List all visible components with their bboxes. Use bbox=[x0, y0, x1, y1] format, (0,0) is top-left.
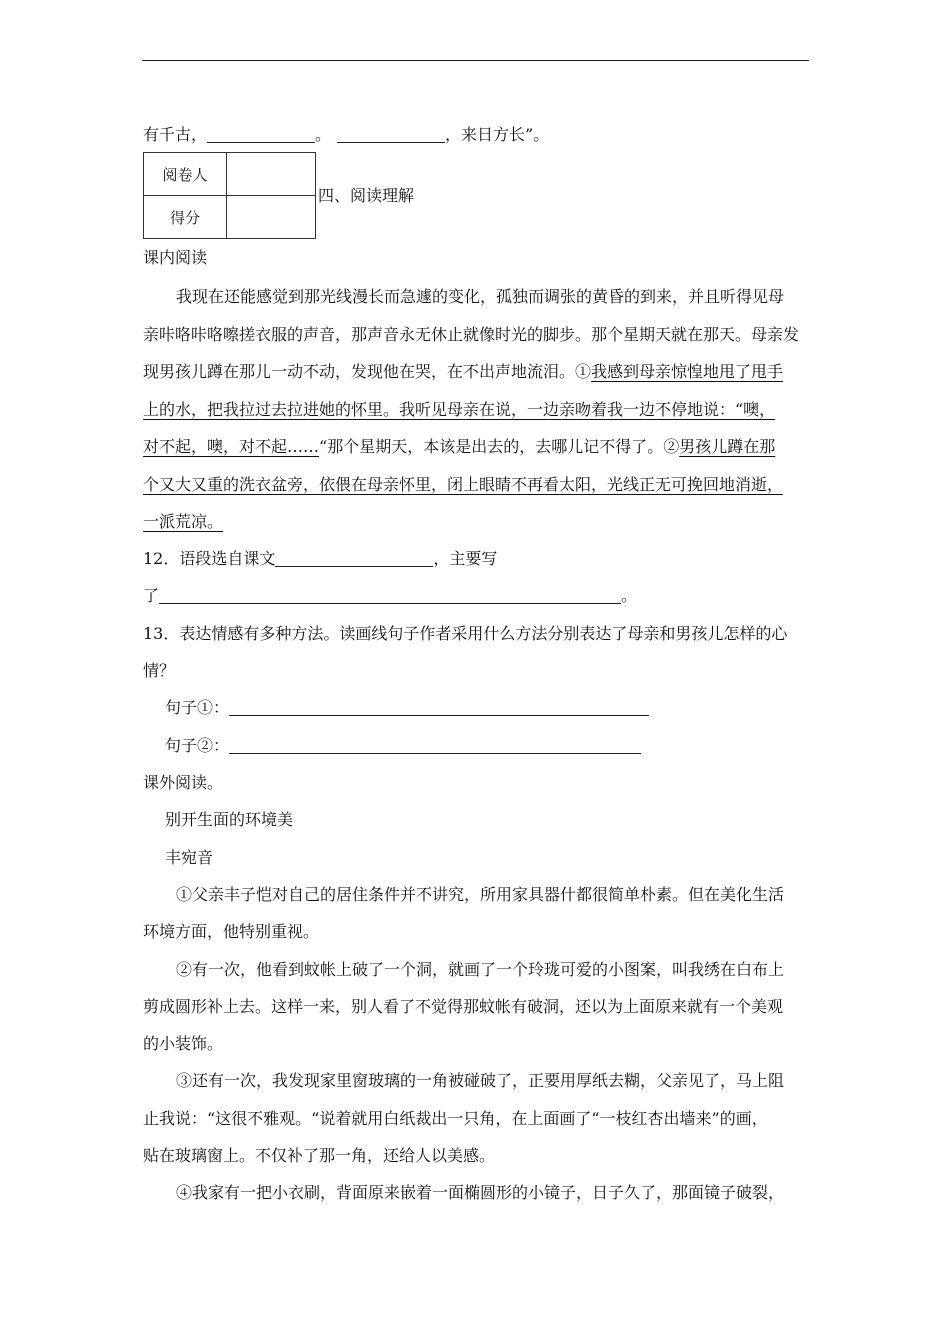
underlined-sentence-1-end: 对不起，噢，对不起…… bbox=[143, 437, 320, 456]
question-12-cont bbox=[143, 586, 637, 606]
answer-blank[interactable] bbox=[275, 550, 433, 567]
passage2-title: 别开生面的环境美 bbox=[165, 810, 294, 829]
passage2-line: ②有一次，他看到蚊帐上破了一个洞，就画了一个玲珑可爱的小图案，叫我绣在白布上 bbox=[176, 960, 785, 979]
passage1-line bbox=[143, 437, 775, 457]
text-fragment: 句子②： bbox=[165, 736, 230, 755]
passage2-line: ①父亲丰子恺对自己的居住条件并不讲究，所用家具器什都很简单朴素。但在美化生活 bbox=[176, 885, 785, 904]
text-fragment: 12．语段选自课文 bbox=[143, 549, 276, 568]
sentence-1-answer-line bbox=[165, 698, 649, 718]
question-13-cont: 情？ bbox=[143, 661, 176, 680]
text-fragment: 。 bbox=[315, 125, 332, 144]
underlined-sentence-2-cont: 个又大又重的洗衣盆旁，依偎在母亲怀里，闭上眼睛不再看太阳，光线正无可挽回地消逝， bbox=[143, 475, 784, 494]
header-rule bbox=[142, 60, 809, 61]
text-fragment: “那个星期天，本该是出去的，去哪儿记不得了。② bbox=[319, 437, 680, 456]
answer-blank[interactable] bbox=[229, 699, 649, 716]
section-title: 四、阅读理解 bbox=[318, 186, 415, 205]
score-label: 得分 bbox=[144, 196, 227, 239]
text-fragment: 。 bbox=[621, 586, 638, 605]
text-fragment: 有千古， bbox=[143, 125, 208, 144]
passage2-line: 环境方面，他特别重视。 bbox=[143, 922, 320, 941]
passage2-line: ③还有一次，我发现家里窗玻璃的一角被碰破了，正要用厚纸去糊，父亲见了，马上阻 bbox=[176, 1071, 785, 1090]
in-class-reading-title: 课内阅读 bbox=[143, 248, 208, 267]
grader-label: 阅卷人 bbox=[144, 153, 227, 196]
passage2-line: 的小装饰。 bbox=[143, 1034, 224, 1053]
text-fragment: ，来日方长”。 bbox=[445, 125, 550, 144]
question-12 bbox=[143, 549, 497, 569]
passage2-line: 止我说：“这很不雅观。“说着就用白纸裁出一只角，在上面画了“一枝红杏出墙来”的画， bbox=[143, 1109, 768, 1128]
passage1-line bbox=[143, 362, 783, 382]
underlined-sentence-1: 我感到母亲惊惶地甩了甩手 bbox=[591, 362, 784, 381]
passage2-line: 剪成圆形补上去。这样一来，别人看了不觉得那蚊帐有破洞，还以为上面原来就有一个美观 bbox=[143, 997, 784, 1016]
text-fragment: 句子①： bbox=[165, 698, 230, 717]
underlined-sentence-2-end: 一派荒凉。 bbox=[143, 512, 224, 531]
question-13: 13．表达情感有多种方法。读画线句子作者采用什么方法分别表达了母亲和男孩儿怎样的心 bbox=[143, 624, 788, 643]
poem-fill-line bbox=[143, 125, 549, 145]
answer-blank[interactable] bbox=[337, 126, 445, 143]
passage1-line: 亲咔咯咔咯嚓搓衣服的声音，那声音永无休止就像时光的脚步。那个星期天就在那天。母亲发 bbox=[143, 325, 800, 344]
answer-blank[interactable] bbox=[229, 737, 641, 754]
underlined-sentence-1-cont: 上的水，把我拉过去拉进她的怀里。我听见母亲在说，一边亲吻着我一边不停地说：“噢， bbox=[143, 400, 776, 419]
score-table bbox=[143, 152, 316, 239]
passage2-line: 贴在玻璃窗上。不仅补了那一角，还给人以美感。 bbox=[143, 1146, 496, 1165]
answer-blank[interactable] bbox=[159, 587, 621, 604]
text-fragment: 了 bbox=[143, 586, 160, 605]
score-cell[interactable] bbox=[227, 196, 316, 239]
text-fragment: 现男孩儿蹲在那儿一动不动，发现他在哭，在不出声地流泪。① bbox=[143, 362, 592, 381]
outside-reading-title: 课外阅读。 bbox=[143, 773, 224, 792]
passage2-line: ④我家有一把小衣刷，背面原来嵌着一面椭圆形的小镜子，日子久了，那面镜子破裂， bbox=[176, 1183, 785, 1202]
grader-cell[interactable] bbox=[227, 153, 316, 196]
sentence-2-answer-line bbox=[165, 736, 641, 756]
text-fragment: ，主要写 bbox=[433, 549, 498, 568]
underlined-sentence-2: 男孩儿蹲在那 bbox=[679, 437, 776, 456]
answer-blank[interactable] bbox=[207, 126, 315, 143]
passage1-line: 我现在还能感觉到那光线漫长而急遽的变化，孤独而调张的黄昏的到来，并且听得见母 bbox=[176, 287, 785, 306]
passage2-author: 丰宛音 bbox=[165, 848, 214, 867]
